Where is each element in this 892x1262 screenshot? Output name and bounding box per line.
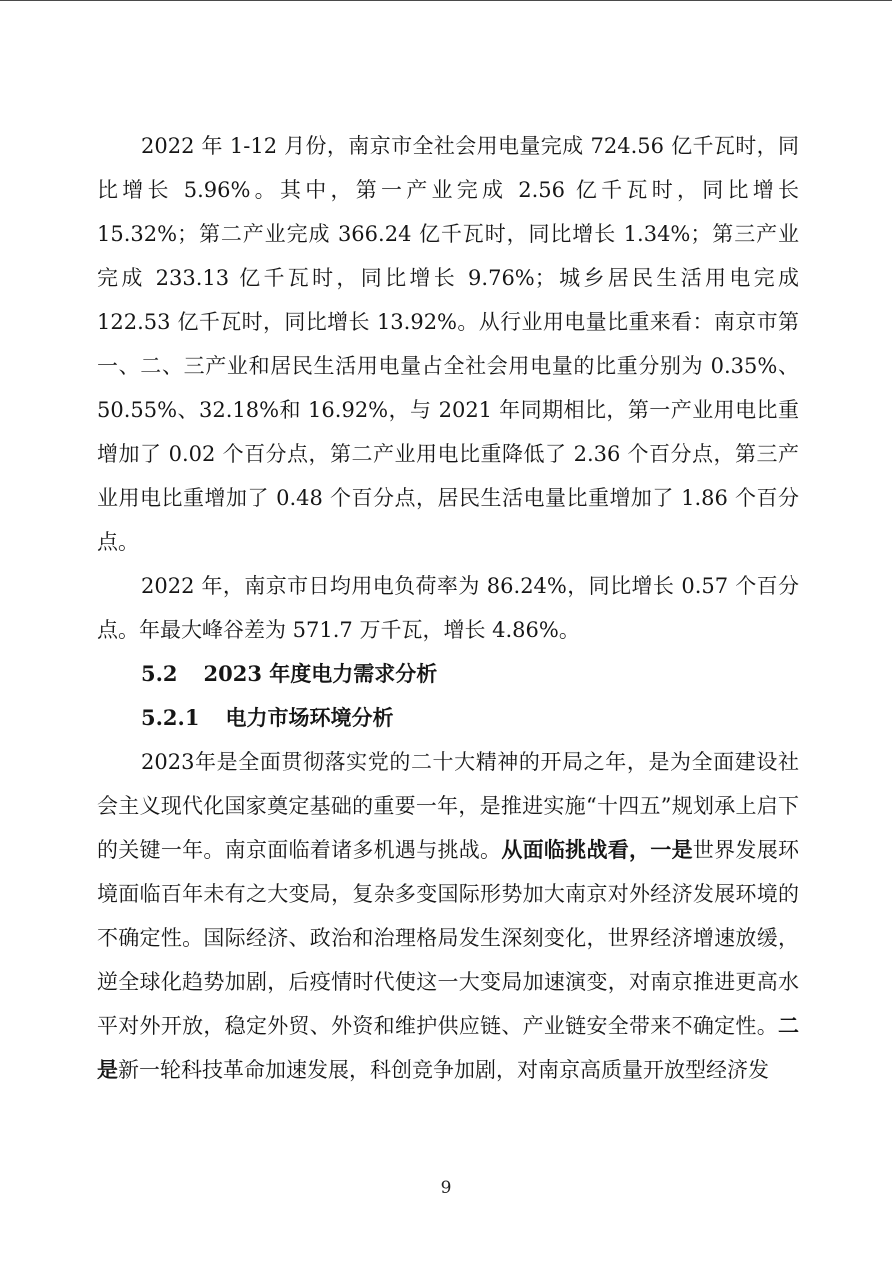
bold-run: 二是 xyxy=(97,1013,799,1082)
section-heading-5-2-1 xyxy=(97,696,799,740)
page-number: 9 xyxy=(440,1178,452,1198)
section-title: 电力市场环境分析 xyxy=(225,705,394,730)
paragraph-electricity-consumption-2022: 2022 年 1-12 月份，南京市全社会用电量完成 724.56 亿千瓦时，同比增长 5.96%。其中，第一产业完成 2.56 亿千瓦时，同比增长 15.32%；第二产业完成 366.24 亿千瓦时，同比增长 1.34%；第三产业完成 233.13 亿千瓦时，同比增长 9.76%；城乡居民生活用电完成 122.53 亿千瓦时，同比增长 13.92%。从行业用电量比重来看：南京市第一、二、三产业和居民生活用电量占全社会用电量的比重分别为 0.35%、50.55%、32.18%和 16.92%，与 2021 年同期相比，第一产业用电比重增加了 0.02 个百分点，第二产业用电比重降低了 2.36 个百分点，第三产业用电比重增加了 0.48 个百分点，居民生活电量比重增加了 1.86 个百分点。 xyxy=(97,134,799,554)
section-number: 5.2 xyxy=(141,661,178,686)
text-run: 新一轮科技革命加速发展，科创竞争加剧，对南京高质量开放型经济发 xyxy=(118,1058,769,1082)
section-number: 5.2.1 xyxy=(141,705,200,730)
top-border-line xyxy=(0,0,892,1)
document-body xyxy=(97,124,799,1092)
paragraph-load-rate-2022: 2022 年，南京市日均用电负荷率为 86.24%，同比增长 0.57 个百分点。年最大峰谷差为 571.7 万千瓦，增长 4.86%。 xyxy=(97,574,799,642)
bold-run: 从面临挑战看，一是 xyxy=(501,837,693,862)
text-run: 世界发展环境面临百年未有之大变局，复杂多变国际形势加大南京对外经济发展环境的不确定性。国际经济、政治和治理格局发生深刻变化，世界经济增速放缓，逆全球化趋势加剧，后疫情时代使这一大变局加速演变，对南京推进更高水平对外开放，稳定外贸、外资和维护供应链、产业链安全带来不确定性。 xyxy=(97,838,799,1038)
section-title: 2023 年度电力需求分析 xyxy=(203,661,438,686)
section-heading-5-2 xyxy=(97,652,799,696)
paragraph-market-environment xyxy=(97,740,799,1092)
text-run: 2023年是全面贯彻落实党的二十大精神的开局之年，是为全面建设社会主义现代化国家奠定基础的重要一年，是推进实施“十四五”规划承上启下的关键一年。南京面临着诸多机遇与挑战。 xyxy=(97,750,799,862)
